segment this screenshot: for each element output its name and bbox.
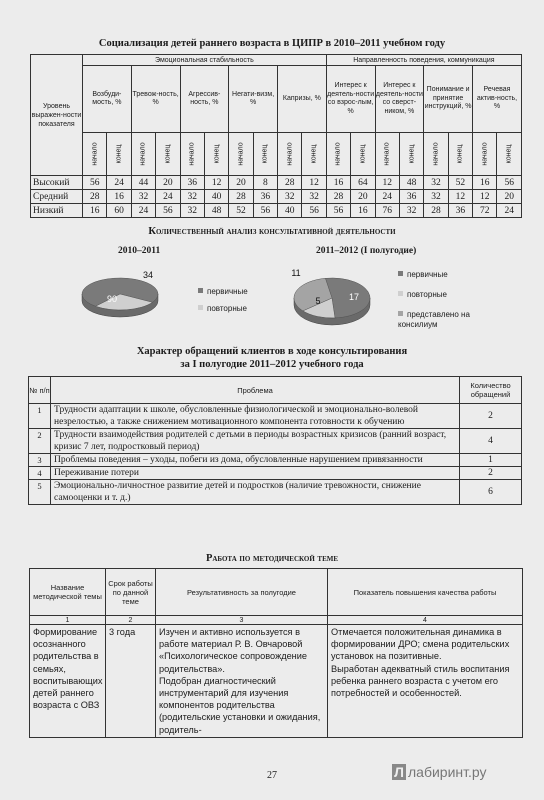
subheader-text: начало xyxy=(334,142,342,166)
quality-cell xyxy=(328,625,523,738)
value-cell: 32 xyxy=(399,204,423,218)
col-number: № п/п xyxy=(29,377,51,404)
value-cell: 56 xyxy=(302,204,326,218)
row-number: 4 xyxy=(29,467,51,480)
subheader-end xyxy=(107,133,131,176)
legend-item-primary: первичные xyxy=(398,270,448,280)
value-cell: 12 xyxy=(302,176,326,190)
row-number: 3 xyxy=(29,454,51,467)
legend-swatch xyxy=(198,288,203,293)
value-cell: 40 xyxy=(278,204,302,218)
value-cell: 20 xyxy=(156,176,180,190)
table2-title-line2: за I полугодие 2011–2012 учебного года xyxy=(180,359,364,370)
value-cell: 24 xyxy=(107,176,131,190)
value-cell: 36 xyxy=(180,176,204,190)
value-cell: 44 xyxy=(131,176,155,190)
table-row xyxy=(29,429,522,454)
subheader-end xyxy=(399,133,423,176)
value-cell: 16 xyxy=(473,176,497,190)
subheader-end xyxy=(497,133,522,176)
page-number: 27 xyxy=(267,770,277,781)
col-num-4: 4 xyxy=(328,616,523,625)
quality-paragraph-1: Отмечается положительная динамика в формировании ДРО; смена родительских установок на позитивные. xyxy=(331,627,510,662)
result-paragraph-2: Подобран диагностический инструментарий для изучения компонентов родительства (родительские установки и ожидания, родитель- xyxy=(159,675,321,735)
subheader-start xyxy=(326,133,350,176)
value-cell: 12 xyxy=(448,190,472,204)
subheader-start xyxy=(473,133,497,176)
table-row xyxy=(31,176,522,190)
value-cell: 36 xyxy=(448,204,472,218)
subheader-end xyxy=(253,133,277,176)
count-cell: 1 xyxy=(460,454,522,467)
pie1-title: 2010–2011 xyxy=(118,246,161,256)
table2-title-line1: Характер обращений клиентов в ходе консультирования xyxy=(136,346,408,357)
legend-swatch xyxy=(398,311,403,316)
subheader-text: начало xyxy=(481,142,489,166)
legend-item-council: представлено на консилиум xyxy=(398,310,470,329)
subheader-end xyxy=(302,133,326,176)
table-row xyxy=(29,454,522,467)
row-label: Средний xyxy=(31,190,83,204)
row-header-cell: Уровень выражен-ности показателя xyxy=(31,55,83,176)
subheader-text: начало xyxy=(286,142,294,166)
indicator-header: Понимание и принятие инструкций, % xyxy=(424,66,473,133)
value-cell: 20 xyxy=(229,176,253,190)
table-row xyxy=(29,480,522,505)
subheader-text: конец xyxy=(261,144,269,164)
subheader-text: конец xyxy=(310,144,318,164)
value-cell: 56 xyxy=(253,204,277,218)
appeals-table xyxy=(28,376,522,505)
col-num-1: 1 xyxy=(30,616,106,625)
indicator-header: Агрессив-ность, % xyxy=(180,66,229,133)
value-cell: 36 xyxy=(399,190,423,204)
value-cell: 64 xyxy=(351,176,375,190)
subheader-start xyxy=(131,133,155,176)
quality-paragraph-2: Выработан адекватный стиль воспитания ребенка раннего возраста с учетом его потребностей и особенностей. xyxy=(331,663,510,699)
problem-cell: Трудности адаптации к школе, обусловленные физиологической и эмоционально-волевой незрелостью, а также снижением мотивационного компонента готовности к обучению xyxy=(51,404,460,429)
subheader-text: конец xyxy=(213,144,221,164)
subheader-start xyxy=(375,133,399,176)
result-paragraph-1: Изучен и активно используется в работе материал Р. В. Овчаровой «Психологическое сопровождение родительства». xyxy=(159,627,307,674)
pie-chart-2011-2012 xyxy=(282,264,392,336)
indicator-header: Капризы, % xyxy=(278,66,327,133)
subheader-text: конец xyxy=(164,144,172,164)
value-cell: 32 xyxy=(424,190,448,204)
indicator-header: Интерес к деятель-ности со сверст-ником, % xyxy=(375,66,424,133)
row-number: 2 xyxy=(29,429,51,454)
count-cell: 2 xyxy=(460,404,522,429)
count-cell: 6 xyxy=(460,480,522,505)
value-cell: 12 xyxy=(204,176,228,190)
value-cell: 56 xyxy=(497,176,522,190)
pie-data-label: 34 xyxy=(142,270,154,280)
subheader-text: начало xyxy=(432,142,440,166)
pie-chart-2010-2011 xyxy=(76,264,196,328)
subheader-end xyxy=(156,133,180,176)
row-label: Низкий xyxy=(31,204,83,218)
table-row xyxy=(29,467,522,480)
pie-data-label: 17 xyxy=(348,292,360,302)
value-cell: 56 xyxy=(326,204,350,218)
col-num-3: 3 xyxy=(156,616,328,625)
watermark-logo: Л xyxy=(392,764,406,780)
value-cell: 16 xyxy=(107,190,131,204)
count-cell: 4 xyxy=(460,429,522,454)
watermark-text: лабиринт.ру xyxy=(408,764,487,780)
value-cell: 48 xyxy=(204,204,228,218)
value-cell: 12 xyxy=(375,176,399,190)
value-cell: 24 xyxy=(497,204,522,218)
subheader-text: конец xyxy=(115,144,123,164)
value-cell: 16 xyxy=(83,204,107,218)
problem-cell: Эмоционально-личностное развитие детей и подростков (наличие тревожности, снижение самооценки и т. д.) xyxy=(51,480,460,505)
value-cell: 52 xyxy=(448,176,472,190)
subheader-start xyxy=(424,133,448,176)
value-cell: 12 xyxy=(473,190,497,204)
subheader-start xyxy=(278,133,302,176)
problem-cell: Трудности взаимодействия родителей с детьми в периоды возрастных кризисов (ранний возраст, кризис 7 лет, подростковый период) xyxy=(51,429,460,454)
subheader-text: конец xyxy=(408,144,416,164)
legend-swatch xyxy=(198,305,203,310)
col-theme: Название методической темы xyxy=(30,569,106,616)
pie2-legend xyxy=(398,270,488,340)
value-cell: 16 xyxy=(351,204,375,218)
pie2-title: 2011–2012 (I полугодие) xyxy=(316,246,417,256)
pie-data-label: 90 xyxy=(106,294,118,304)
value-cell: 28 xyxy=(83,190,107,204)
table3-title: Работа по методической теме xyxy=(205,553,339,564)
table1-title: Социализация детей раннего возраста в ЦИПР в 2010–2011 учебном году xyxy=(98,38,446,49)
row-number: 1 xyxy=(29,404,51,429)
value-cell: 36 xyxy=(253,190,277,204)
analysis-title: Количественный анализ консультативной деятельности xyxy=(148,226,396,237)
problem-cell: Проблемы поведения – уходы, побеги из дома, обусловленные нарушением привязанности xyxy=(51,454,460,467)
subheader-text: начало xyxy=(237,142,245,166)
value-cell: 20 xyxy=(351,190,375,204)
value-cell: 32 xyxy=(424,176,448,190)
theme-cell: Формирование осознанного родительства в семьях, воспитывающих детей раннего возраста с ОВЗ xyxy=(30,625,106,738)
subheader-text: начало xyxy=(139,142,147,166)
value-cell: 76 xyxy=(375,204,399,218)
subheader-start xyxy=(83,133,107,176)
indicator-header: Негати-визм, % xyxy=(229,66,278,133)
watermark xyxy=(392,764,487,780)
indicator-header: Речевая актив-ность, % xyxy=(473,66,522,133)
col-term: Срок работы по данной теме xyxy=(106,569,156,616)
pie-data-label: 5 xyxy=(315,296,321,306)
value-cell: 16 xyxy=(326,176,350,190)
value-cell: 48 xyxy=(399,176,423,190)
group-behavior-communication: Направленность поведения, коммуникация xyxy=(326,55,521,66)
indicator-header: Тревож-ность, % xyxy=(131,66,180,133)
indicator-header: Возбуди-мость, % xyxy=(83,66,132,133)
value-cell: 28 xyxy=(424,204,448,218)
problem-cell: Переживание потери xyxy=(51,467,460,480)
value-cell: 28 xyxy=(326,190,350,204)
col-problem: Проблема xyxy=(51,377,460,404)
subheader-text: начало xyxy=(188,142,196,166)
subheader-text: конец xyxy=(505,144,513,164)
value-cell: 40 xyxy=(204,190,228,204)
value-cell: 32 xyxy=(278,190,302,204)
legend-swatch xyxy=(398,291,403,296)
subheader-end xyxy=(448,133,472,176)
subheader-end xyxy=(351,133,375,176)
value-cell: 32 xyxy=(302,190,326,204)
term-cell: 3 года xyxy=(106,625,156,738)
value-cell: 32 xyxy=(131,190,155,204)
value-cell: 72 xyxy=(473,204,497,218)
legend-item-primary: первичные xyxy=(198,287,248,297)
legend-item-repeat: повторные xyxy=(398,290,447,300)
row-label: Высокий xyxy=(31,176,83,190)
socialization-table xyxy=(30,54,522,218)
col-count: Количество обращений xyxy=(460,377,522,404)
group-emotional-stability: Эмоциональная стабильность xyxy=(83,55,327,66)
pie1-legend xyxy=(198,287,278,327)
value-cell: 28 xyxy=(278,176,302,190)
value-cell: 56 xyxy=(83,176,107,190)
value-cell: 20 xyxy=(497,190,522,204)
table-row xyxy=(31,204,522,218)
subheader-start xyxy=(180,133,204,176)
legend-swatch xyxy=(398,271,403,276)
value-cell: 32 xyxy=(180,190,204,204)
pie-data-label: 11 xyxy=(291,268,301,278)
subheader-text: конец xyxy=(359,144,367,164)
value-cell: 8 xyxy=(253,176,277,190)
value-cell: 24 xyxy=(156,190,180,204)
col-num-2: 2 xyxy=(106,616,156,625)
value-cell: 60 xyxy=(107,204,131,218)
value-cell: 24 xyxy=(375,190,399,204)
subheader-text: начало xyxy=(91,142,99,166)
subheader-text: конец xyxy=(456,144,464,164)
subheader-start xyxy=(229,133,253,176)
value-cell: 56 xyxy=(156,204,180,218)
table-row xyxy=(29,404,522,429)
count-cell: 2 xyxy=(460,467,522,480)
value-cell: 24 xyxy=(131,204,155,218)
subheader-text: начало xyxy=(383,142,391,166)
value-cell: 32 xyxy=(180,204,204,218)
row-number: 5 xyxy=(29,480,51,505)
value-cell: 28 xyxy=(229,190,253,204)
indicator-header: Интерес к деятель-ности со взрос-лым, % xyxy=(326,66,375,133)
result-cell xyxy=(156,625,328,738)
value-cell: 52 xyxy=(229,204,253,218)
subheader-end xyxy=(204,133,228,176)
col-quality: Показатель повышения качества работы xyxy=(328,569,523,616)
col-result: Результативность за полугодие xyxy=(156,569,328,616)
methodical-theme-table xyxy=(29,568,523,738)
legend-item-repeat: повторные xyxy=(198,304,247,314)
table-row xyxy=(31,190,522,204)
